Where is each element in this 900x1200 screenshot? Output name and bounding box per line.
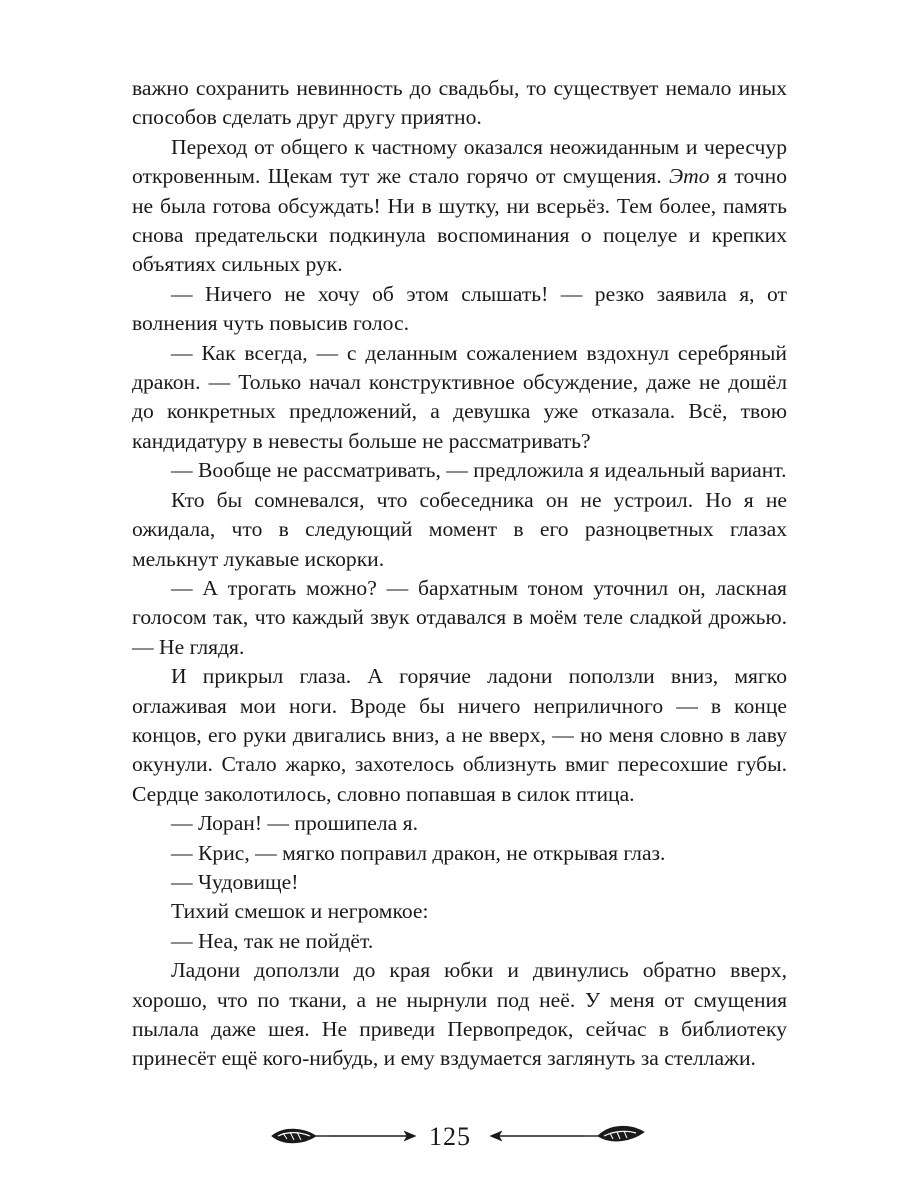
paragraph-text: — Чудовище! [171,869,299,894]
paragraph-text: Кто бы сомневался, что собеседника он не устроил. Но я не ожидала, что в следующий момент в его разноцветных глазах мелькнут лукавые искорки. [132,487,787,571]
paragraph-text: Тихий смешок и негромкое: [171,899,429,924]
page-number: 125 [429,1122,471,1151]
paragraph-text: Ладони доползли до края юбки и двинулись обратно вверх, хорошо, что по ткани, а не нырнули под неё. У меня от смущения пылала даже шея. Не приведи Первопредок, сейчас в библиотеку принесёт ещё кого-нибудь, и ему вздумается заглянуть за стеллажи. [132,958,787,1071]
paragraph-text: — Лоран! — прошипела я. [171,811,418,836]
paragraph-text: — Вообще не рассматривать, — предложила я идеальный вариант. [171,458,787,483]
paragraph-text: важно сохранить невинность до свадьбы, то существует немало иных способов сделать друг другу приятно. [132,76,787,130]
paragraph-text: — А трогать можно? — бархатным тоном уточнил он, ласкная голосом так, что каждый звук отдавался в моём теле сладкой дрожью. — Не глядя. [132,575,787,659]
paragraph [132,662,787,809]
paragraph [132,574,787,662]
paragraph [132,74,787,133]
paragraph [132,927,787,956]
paragraph [132,133,787,280]
paragraph-text: Переход от общего к частному оказался неожиданным и чересчур откровенным. Щекам тут же стало горячо от смущения. [132,134,787,189]
paragraph-text: — Как всегда, — с деланным сожалением вздохнул серебряный дракон. — Только начал конструктивное обсуждение, даже не дошёл до конкретных предложений, а девушка уже отказала. Всё, твою кандидатуру в невесты больше не рассматривать? [132,340,787,453]
paragraph-text: я точно не была готова обсуждать! Ни в шутку, ни всерьёз. Тем более, память снова предательски подкинула воспоминания о поцелуе и крепких объятиях сильных рук. [132,164,787,277]
text-flow [132,74,787,1074]
page-body [132,74,787,1074]
italic-text: Это [669,164,710,189]
paragraph [132,868,787,897]
paragraph [132,280,787,339]
paragraph [132,956,787,1074]
paragraph [132,897,787,926]
paragraph [132,456,787,485]
paragraph-text: И прикрыл глаза. А горячие ладони поползли вниз, мягко оглаживая мои ноги. Вроде бы ничего неприличного — в конце концов, его руки двигались вниз, а не вверх, — но меня словно в лаву окунули. Стало жарко, захотелось облизнуть вмиг пересохшие губы. Сердце заколотилось, словно попавшая в силок птица. [132,664,787,806]
paragraph-text: — Неа, так не пойдёт. [171,928,374,953]
paragraph-text: — Ничего не хочу об этом слышать! — резко заявила я, от волнения чуть повысив голос. [132,281,787,336]
paragraph [132,809,787,838]
paragraph-text: — Крис, — мягко поправил дракон, не открывая глаз. [171,840,666,865]
paragraph [132,339,787,457]
page-footer [0,1120,900,1160]
paragraph [132,486,787,574]
paragraph [132,839,787,868]
